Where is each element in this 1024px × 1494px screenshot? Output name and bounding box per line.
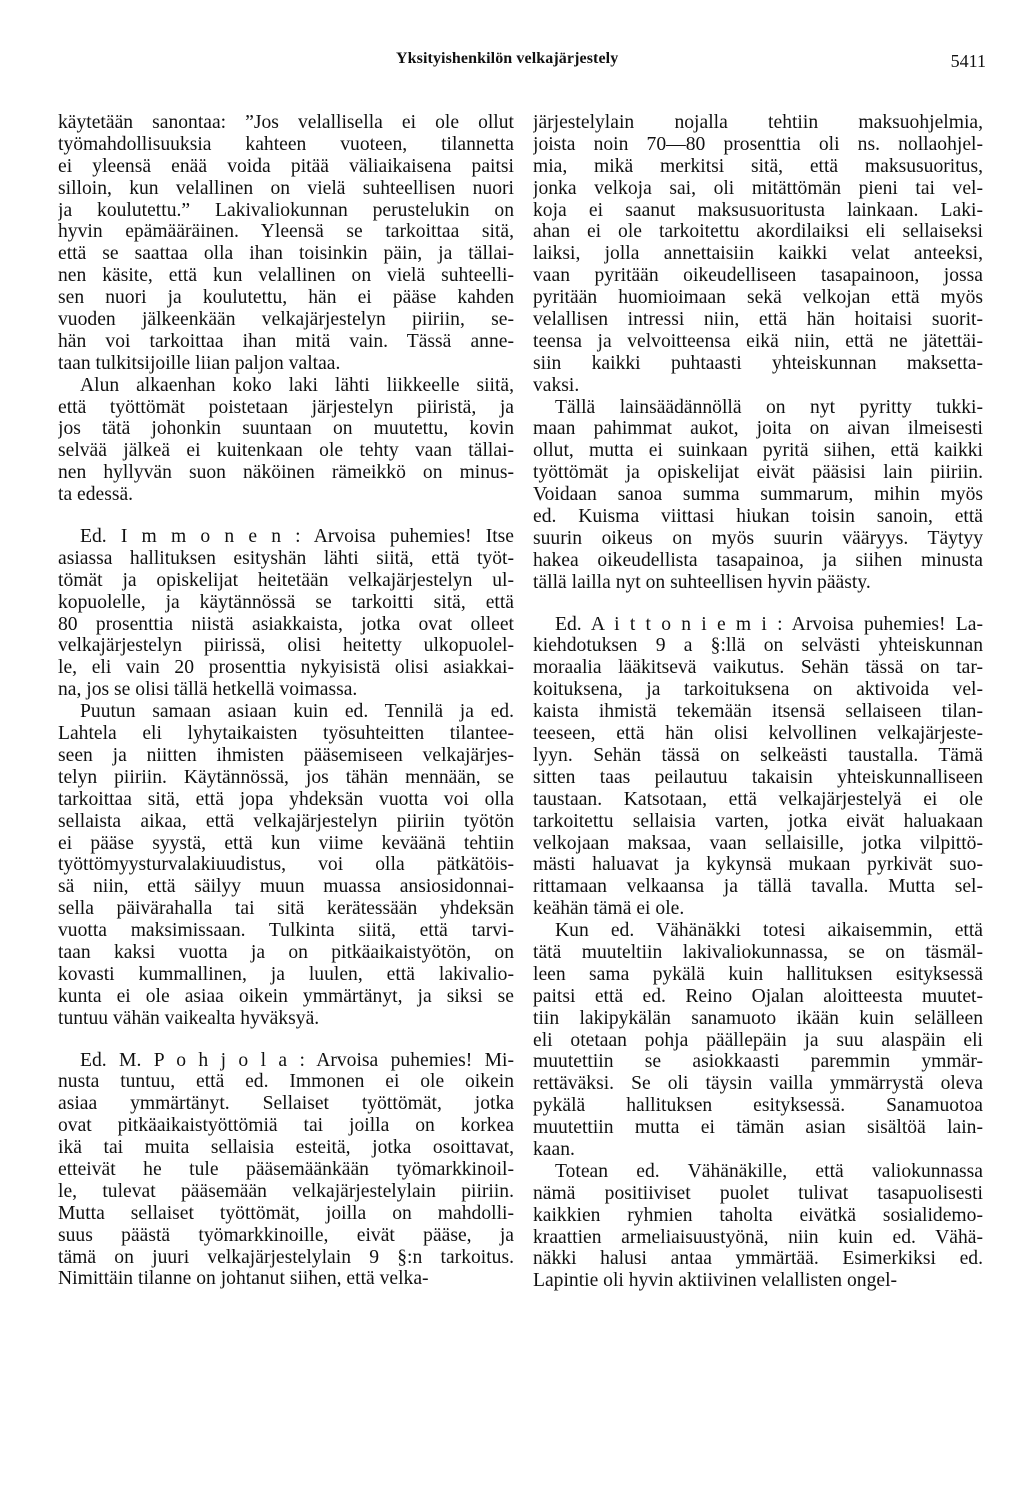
text-line: asiaa ymmärtänyt. Sellaiset työttömät, jotka <box>58 1093 514 1115</box>
text-line: Nimittäin tilanne on johtanut siihen, että velka- <box>58 1268 429 1290</box>
text-line: sen nuori ja koulutettu, hän ei pääse kahden <box>58 287 514 309</box>
text-line: teeseen, että hän olisi kelvollinen velkajärjeste- <box>533 723 983 745</box>
text-line: rettäväksi. Se oli täysin vailla ymmärrystä oleva <box>533 1073 983 1095</box>
text-line: ovat pitkäaikaistyöttömiä tai joilla on korkea <box>58 1115 514 1137</box>
text-line: taustaan. Katsotaan, että velkajärjestelyä ei ole <box>533 788 983 810</box>
text-line: vuoden jälkeenkään velkajärjestelyn piiriin, se- <box>58 309 514 331</box>
text-line: velkojaan maksaa, vaan sellaisille, jotka vilpittö- <box>533 832 983 854</box>
text-line: Tällä lainsäädännöllä on nyt pyritty tukki- <box>555 396 983 418</box>
text-line: tarkoittaa sitä, että jopa yhdeksän vuotta voi olla <box>58 788 514 810</box>
text-line: suus päästä työmarkkinoille, eivät pääse, ja <box>58 1224 514 1246</box>
text-line: muutettiin se asiokkaasti paremmin ymmär- <box>533 1051 983 1073</box>
text-line: sellaista aikaa, että velkajärjestelyn piiriin työtön <box>58 810 514 832</box>
text-line: velallisen intressi niin, että hän hoitaisi suorit- <box>533 309 983 331</box>
text-line: selvää jälkeä ei kuitenkaan ole tehty vaan tällai- <box>58 440 514 462</box>
text-line: seen ja niitten ihmisten pääsemiseen velkajärjes- <box>58 744 514 766</box>
text-line: rittamaan velkaansa ja tällä tavalla. Mutta sel- <box>533 876 983 898</box>
text-line: Ed. I m m o n e n : Arvoisa puhemies! Itse <box>80 526 514 548</box>
text-line: paitsi että ed. Reino Ojalan aloitteesta muutet- <box>533 985 983 1007</box>
text-line: leen sama pykälä kuin hallituksen esityksessä <box>533 963 983 985</box>
text-line: ahan ei ole tarkoitettu akordilaiksi eli sellaiseksi <box>533 221 983 243</box>
text-line: hakea oikeudellista tasapainoa, ja siihen minusta <box>533 549 983 571</box>
text-line: sitten taas peilautuu takaisin yhteiskunnalliseen <box>533 766 983 788</box>
paragraph-gap <box>58 1030 514 1050</box>
text-line: velkajärjestelyn piirissä, olisi heitetty ulkopuolel- <box>58 635 514 657</box>
text-line: hyvin epämääräinen. Yleensä se tarkoittaa sitä, <box>58 221 514 243</box>
text-line: koja ei saanut maksusuoritusta lainkaan. Laki- <box>533 199 983 221</box>
right-column <box>533 112 983 1292</box>
paragraph-gap <box>533 594 983 614</box>
text-line: kopuolelle, ja käytännössä se tarkoitti sitä, että <box>58 591 514 613</box>
text-line: 80 prosenttia niistä asiakkaista, jotka ovat olleet <box>58 613 514 635</box>
text-line: Puutun samaan asiaan kuin ed. Tennilä ja ed. <box>80 701 514 723</box>
text-line: työmahdollisuuksia kahteen vuoteen, tilannetta <box>58 133 514 155</box>
text-line: kovasti kummallinen, ja luulen, että lakivalio- <box>58 963 514 985</box>
text-line: tämä on juuri velkajärjestelylain 9 §:n tarkoitus. <box>58 1246 514 1268</box>
text-line: joista noin 70—80 prosenttia oli ns. nollaohjel- <box>533 133 983 155</box>
text-line: suurin oikeus on myös suurin vääryys. Täytyy <box>533 527 983 549</box>
text-line: Ed. M. P o h j o l a : Arvoisa puhemies! Mi- <box>80 1049 514 1071</box>
text-line: nen hyllyvän suon näköinen rämeikkö on minus- <box>58 462 514 484</box>
text-line: sella päivärahalla tai sitä kerätessään yhdeksän <box>58 898 514 920</box>
text-line: laiksi, jolla annettaisiin kaikki velat anteeksi, <box>533 243 983 265</box>
text-line: tätä muuteltiin lakivaliokunnassa, se on täsmäl- <box>533 941 983 963</box>
text-line: teensa ja velvoitteensa eikä niin, että ne jätettäi- <box>533 330 983 352</box>
text-line: tällä lailla nyt on suhteellisen hyvin päästy. <box>533 571 871 593</box>
text-line: kiehdotuksen 9 a §:llä on selvästi yhteiskunnan <box>533 635 983 657</box>
text-line: lyyn. Sehän tässä on selkeästi taustalla. Tämä <box>533 744 983 766</box>
text-line: vaan pyritään oikeudelliseen tasapainoon, jossa <box>533 265 983 287</box>
text-line: jonka velkoja sai, oli mitättömän pieni tai vel- <box>533 177 983 199</box>
text-line: että työttömät poistetaan järjestelyn piiristä, ja <box>58 396 514 418</box>
text-line: kaista ihmistä tekemään itsensä sellaiseen tilan- <box>533 701 983 723</box>
text-line: muutettiin mutta ei tämän asian sisältöä lain- <box>533 1117 983 1139</box>
text-line: ei yleensä enää voida pitää väliaikaisena paitsi <box>58 155 514 177</box>
text-line: pyritään huomioimaan sekä velkojan että myös <box>533 287 983 309</box>
text-line: hän voi tarkoittaa ihan mitä vain. Tässä anne- <box>58 330 514 352</box>
text-line: nen käsite, että kun velallinen on vielä suhteelli- <box>58 265 514 287</box>
text-line: mästi haluavat ja kykynsä mukaan pyrkivät suo- <box>533 854 983 876</box>
text-line: kunta ei ole asiaa oikein ymmärtänyt, ja siksi se <box>58 985 514 1007</box>
text-line: taan kaksi vuotta ja on pitkäaikaistyötön, on <box>58 941 514 963</box>
text-line: että se saattaa olla ihan toisinkin päin, ja tällai- <box>58 243 514 265</box>
text-line: taan tulkitsijoille liian paljon valtaa. <box>58 352 341 374</box>
paragraph-gap <box>58 506 514 526</box>
text-line: ei pääse syystä, että kun viime keväänä tehtiin <box>58 832 514 854</box>
text-line: mia, mikä merkitsi sitä, että maksusuoritus, <box>533 155 983 177</box>
text-line: ed. Kuisma viittasi hiukan toisin sanoin, että <box>533 506 983 528</box>
text-line: vaksi. <box>533 374 580 396</box>
text-line: le, tulevat pääsemään velkajärjestelylain piiriin. <box>58 1180 514 1202</box>
text-line: Lapintie oli hyvin aktiivinen velallisten ongel- <box>533 1270 898 1292</box>
text-line: ja koulutettu.” Lakivaliokunnan perustelukin on <box>58 199 514 221</box>
left-column <box>58 112 514 1290</box>
page-number: 5411 <box>950 51 986 71</box>
text-line: etteivät he tule pääsemäänkään työmarkkinoil- <box>58 1158 514 1180</box>
text-line: ikä tai muita sellaisia esteitä, jotka osoittavat, <box>58 1137 514 1159</box>
text-line: tiin lakipykälän sanamuoto ikään kuin selälleen <box>533 1007 983 1029</box>
text-line: jos tätä johonkin suuntaan on muutettu, kovin <box>58 418 514 440</box>
text-line: tarkoitettu sellaisia varten, jotka eivät haluakaan <box>533 810 983 832</box>
text-line: kaikkien ryhmien taholta eivätkä sosialidemo- <box>533 1204 983 1226</box>
text-line: käytetään sanontaa: ”Jos velallisella ei ole ollut <box>58 112 514 133</box>
text-line: ollut, mutta ei suinkaan pyritä siihen, että kaikki <box>533 440 983 462</box>
text-line: pykälä hallituksen esityksessä. Sanamuotoa <box>533 1095 983 1117</box>
text-line: Alun alkaenhan koko laki lähti liikkeelle siitä, <box>80 374 514 396</box>
text-line: työttömät ja opiskelijat eivät pääsisi lain piiriin. <box>533 462 983 484</box>
text-line: siin kaikki puhtaasti yhteiskunnan maksetta- <box>533 352 983 374</box>
text-line: Totean ed. Vähänäkille, että valiokunnassa <box>555 1160 983 1182</box>
text-line: näkki halusi antaa ymmärtää. Esimerkiksi ed. <box>533 1248 983 1270</box>
text-line: telyn piiriin. Käytännössä, jos tähän mennään, se <box>58 766 514 788</box>
text-line: ta edessä. <box>58 484 134 506</box>
text-line: asiassa hallituksen esityshän lähti siitä, että työt- <box>58 547 514 569</box>
text-line: Voidaan sanoa summa summarum, mihin myös <box>533 484 983 506</box>
text-line: järjestelylain nojalla tehtiin maksuohjelmia, <box>533 112 983 133</box>
text-line: na, jos se olisi tällä hetkellä voimassa. <box>58 679 358 701</box>
text-line: työttömyysturvalakiuudistus, voi olla pätkätöis- <box>58 854 514 876</box>
text-line: Lahtela eli lyhytaikaisten työsuhteitten tilantee- <box>58 723 514 745</box>
text-line: keähän tämä ei ole. <box>533 898 685 920</box>
text-line: vuotta maksimissaan. Tulkinta siitä, että tarvi- <box>58 920 514 942</box>
text-line: tömät ja opiskelijat heitetään velkajärjestelyn ul- <box>58 569 514 591</box>
text-line: tuntuu vähän vaikealta hyväksyä. <box>58 1007 320 1029</box>
text-line: nämä positiiviset puolet tulivat tasapuolisesti <box>533 1182 983 1204</box>
text-line: eli otetaan pohja päällepäin ja suu alaspäin eli <box>533 1029 983 1051</box>
text-line: maan pahimmat aukot, joita on aivan ilmeisesti <box>533 418 983 440</box>
text-line: moraalia lääkitsevä vaikutus. Sehän tässä on tar- <box>533 657 983 679</box>
text-line: kraattien armeliaisuustyönä, niin kuin ed. Vähä- <box>533 1226 983 1248</box>
text-line: nusta tuntuu, että ed. Immonen ei ole oikein <box>58 1071 514 1093</box>
text-line: silloin, kun velallinen on vielä suhteellisen nuori <box>58 177 514 199</box>
text-line: koituksena, ja tarkoituksena on aktivoida vel- <box>533 679 983 701</box>
text-line: Kun ed. Vähänäkki totesi aikaisemmin, että <box>555 920 983 942</box>
text-line: kaan. <box>533 1138 575 1160</box>
text-line: Ed. A i t t o n i e m i : Arvoisa puhemies! La- <box>555 613 983 635</box>
text-line: sä niin, että säilyy muun muassa ansiosidonnai- <box>58 876 514 898</box>
text-line: le, eli vain 20 prosenttia nykyisistä olisi asiakkai- <box>58 657 514 679</box>
running-title: Yksityishenkilön velkajärjestely <box>396 50 619 67</box>
text-line: Mutta sellaiset työttömät, joilla on mahdolli- <box>58 1202 514 1224</box>
